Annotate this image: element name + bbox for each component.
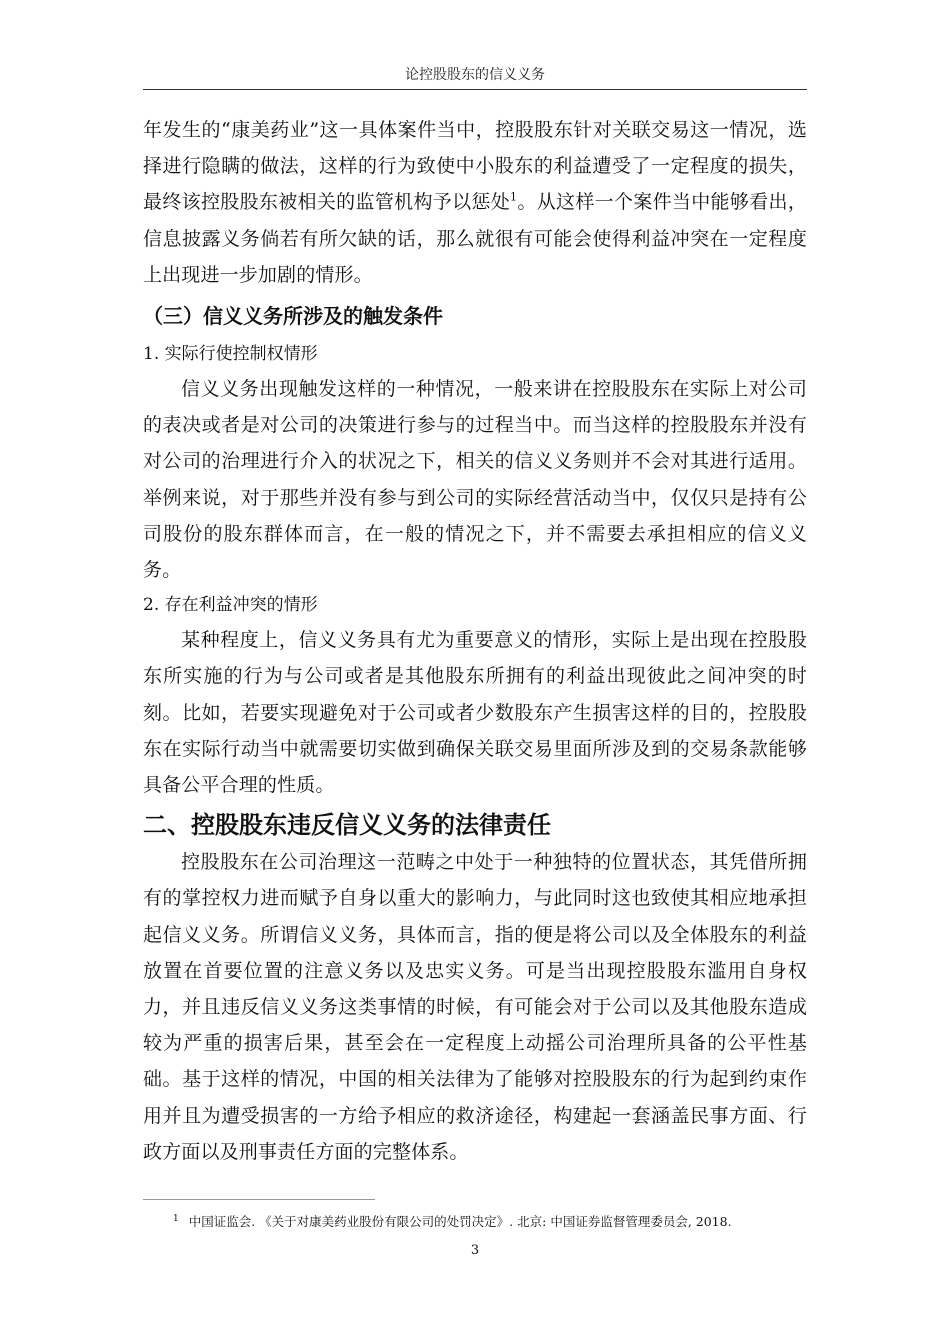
running-header: 论控股股东的信义义务 xyxy=(405,67,545,83)
paragraph-text: 年发生的“康美药业”这一具体案件当中，控股股东针对关联交易这一情况，选择进行隐瞒的做法，这样的行为致使中小股东的利益遭受了一定程度的损失，最终该控股股东被相关的监管机构予以惩处 xyxy=(143,119,807,214)
document-body xyxy=(143,112,807,1170)
paragraph: 控股股东在公司治理这一范畴之中处于一种独特的位置状态，其凭借所拥有的掌控权力进而赋予自身以重大的影响力，与此同时这也致使其相应地承担起信义义务。所谓信义义务，具体而言，指的便是将公司以及全体股东的利益放置在首要位置的注意义务以及忠实义务。可是当出现控股股东滥用自身权力，并且违反信义义务这类事情的时候，有可能会对于公司以及其他股东造成较为严重的损害后果，甚至会在一定程度上动摇公司治理所具备的公平性基础。基于这样的情况，中国的相关法律为了能够对控股股东的行为起到约束作用并且为遭受损害的一方给予相应的救济途径，构建起一套涵盖民事方面、行政方面以及刑事责任方面的完整体系。 xyxy=(143,851,807,1163)
footnote xyxy=(143,1211,807,1230)
subsection-heading: 2. 存在利益冲突的情形 xyxy=(143,595,318,616)
paragraph: 某种程度上，信义义务具有尤为重要意义的情形，实际上是出现在控股股东所实施的行为与公司或者是其他股东所拥有的利益出现彼此之间冲突的时刻。比如，若要实现避免对于公司或者少数股东产生损害这样的目的，控股股东在实际行动当中就需要切实做到确保关联交易里面所涉及到的交易条款能够具备公平合理的性质。 xyxy=(143,629,807,797)
subsection-heading: 1. 实际行使控制权情形 xyxy=(143,344,318,365)
footnote-marker: 1 xyxy=(173,1214,179,1224)
paragraph-text: 。从这样一个案件当中能够看出，信息披露义务倘若有所欠缺的话，那么就很有可能会使得利益冲突在一定程度上出现进一步加剧的情形。 xyxy=(143,191,807,286)
page-number: 3 xyxy=(470,1243,480,1258)
section-heading: （三）信义义务所涉及的触发条件 xyxy=(143,304,443,329)
paragraph: 信义义务出现触发这样的一种情况，一般来讲在控股股东在实际上对公司的表决或者是对公司的决策进行参与的过程当中。而当这样的控股股东并没有对公司的治理进行介入的状况之下，相关的信义义务则并不会对其进行适用。举例来说，对于那些并没有参与到公司的实际经营活动当中，仅仅只是持有公司股份的股东群体而言，在一般的情况之下，并不需要去承担相应的信义义务。 xyxy=(143,378,807,582)
header-rule xyxy=(143,89,807,90)
footnote-reference[interactable]: 1 xyxy=(510,191,518,205)
footnote-separator xyxy=(143,1199,375,1200)
footnote-text: 中国证监会. 《关于对康美药业股份有限公司的处罚决定》. 北京: 中国证券监督管理委员会, 2018. xyxy=(188,1214,732,1230)
chapter-heading: 二、控股股东违反信义义务的法律责任 xyxy=(143,811,551,840)
paragraph-continued xyxy=(143,112,807,293)
